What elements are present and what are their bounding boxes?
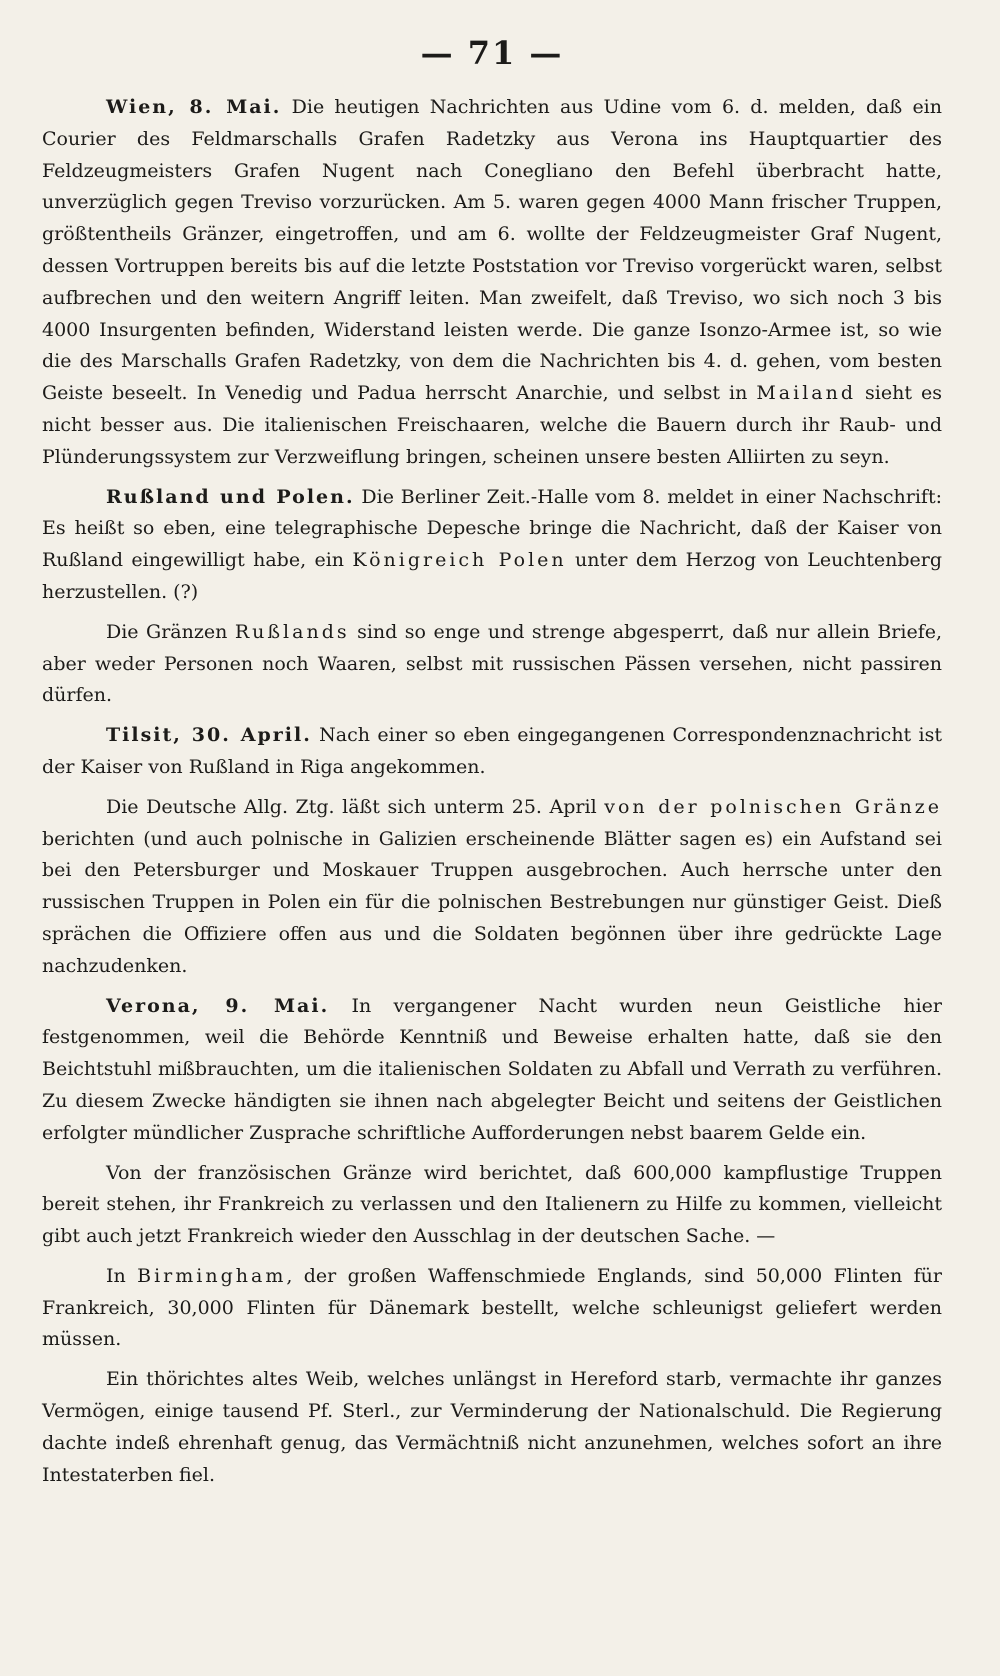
article-deutsche-allg-ztg	[42, 792, 942, 983]
article-text-tail: berichten (und auch polnische in Galizien erscheinende Blätter sagen es) ein Aufstand sei bei den Petersburger und Moskauer Truppen ausgebrochen. Auch herrsche unter den russischen Truppen in Polen ein für die polnischen Bestrebungen nur günstiger Geist. Dieß sprächen die Offiziere offen aus und die Soldaten begönnen über ihre gedrückte Lage nachzudenken.	[42, 827, 942, 977]
dateline-russland-polen: Rußland und Polen.	[106, 485, 355, 508]
emphasis-koenigreich-polen: Königreich Polen	[352, 549, 567, 572]
article-text: Die heutigen Nachrichten aus Udine vom 6. d. melden, daß ein Courier des Feldmarschalls Grafen Radetzky aus Verona ins Hauptquartier des Feldzeugmeisters Grafen Nugent nach Conegliano den Befehl überbracht hatte, unverzüglich gegen Treviso vorzurücken. Am 5. waren gegen 4000 Mann frischer Truppen, größtentheils Gränzer, eingetroffen, und am 6. wollte der Feldzeugmeister Graf Nugent, dessen Vortruppen bereits bis auf die letzte Poststation vor Treviso vorgerückt waren, selbst aufbrechen und den weitern Angriff leiten. Man zweifelt, daß Treviso, wo sich noch 3 bis 4000 Insurgenten befinden, Widerstand leisten werde. Die ganze Isonzo-Armee ist, so wie die des Marschalls Grafen Radetzky, von dem die Nachrichten bis 4. d. gehen, vom besten Geiste beseelt. In Venedig und Padua herrscht Anarchie, und selbst in	[42, 96, 942, 405]
article-graenzen	[42, 617, 942, 712]
article-franzoesische-graenze	[42, 1158, 942, 1253]
article-text-tail: sind so enge und strenge abgesperrt, daß nur allein Briefe, aber weder Personen noch Waaren, selbst mit russischen Pässen versehen, nicht passiren dürfen.	[42, 620, 943, 707]
page-number: — 71 —	[420, 34, 564, 72]
article-text: Die Deutsche Allg. Ztg. läßt sich unterm 25. April	[106, 795, 605, 818]
article-verona	[42, 991, 942, 1150]
article-hereford	[42, 1364, 942, 1491]
article-text-tail: sieht es nicht besser aus. Die italienischen Freischaaren, welche die Bauern durch ihr Raub- und Plünderungssystem zur Verzweiflung bringen, scheinen unsere besten Alliirten zu seyn.	[42, 382, 942, 468]
emphasis-polnische-graenze: von der polnischen Gränze	[604, 795, 942, 818]
article-text: Die Berliner Zeit.-Halle vom 8. meldet in einer Nachschrift: Es heißt so eben, eine telegraphische Depesche bringe die Nachricht, daß der Kaiser von Rußland eingewilligt habe, ein	[42, 485, 942, 572]
article-text: Ein thörichtes altes Weib, welches unlängst in Hereford starb, vermachte ihr ganzes Vermögen, einige tausend Pf. Sterl., zur Verminderung der Nationalschuld. Die Regierung dachte indeß ehrenhaft genug, das Vermächtniß nicht anzunehmen, welches sofort an ihre Intestaterben fiel.	[42, 1368, 942, 1486]
article-wien	[42, 92, 942, 474]
article-text: In	[106, 1264, 138, 1287]
emphasis-birmingham: Birmingham	[137, 1264, 287, 1287]
dateline-tilsit: Tilsit, 30. April.	[106, 724, 312, 747]
article-text: Nach einer so eben eingegangenen Correspondenznachricht ist der Kaiser von Rußland in Riga angekommen.	[42, 724, 942, 778]
article-text: In vergangener Nacht wurden neun Geistliche hier festgenommen, weil die Behörde Kenntniß und Beweise erhalten hatte, daß sie den Beichtstuhl mißbrauchten, um die italienischen Soldaten zu Abfall und Verrath zu verführen. Zu diesem Zwecke händigten sie ihnen nach abgelegter Beicht und seitens der Geistlichen erfolgter mündlicher Zusprache schriftliche Aufforderungen nebst baarem Gelde ein.	[42, 994, 942, 1144]
emphasis-russlands: Rußlands	[234, 620, 350, 643]
dateline-wien: Wien, 8. Mai.	[106, 96, 282, 118]
emphasis-mailand: Mailand	[756, 382, 857, 405]
article-text: Von der französischen Gränze wird berichtet, daß 600,000 kampflustige Truppen bereit stehen, ihr Frankreich zu verlassen und den Italienern zu Hilfe zu kommen, vielleicht gibt auch jetzt Frankreich wieder den Ausschlag in der deutschen Sache. —	[42, 1161, 942, 1248]
article-text-tail: unter dem Herzog von Leuchtenberg herzustellen. (?)	[42, 549, 942, 603]
article-text: Die Gränzen	[106, 620, 235, 643]
article-text-tail: , der großen Waffenschmiede Englands, sind 50,000 Flinten für Frankreich, 30,000 Flinten für Dänemark bestellt, welche schleunigst geliefert werden müssen.	[42, 1264, 942, 1351]
article-russland-polen	[42, 482, 942, 609]
dateline-verona: Verona, 9. Mai.	[106, 994, 330, 1017]
article-birmingham	[42, 1261, 942, 1356]
article-tilsit	[42, 720, 942, 784]
